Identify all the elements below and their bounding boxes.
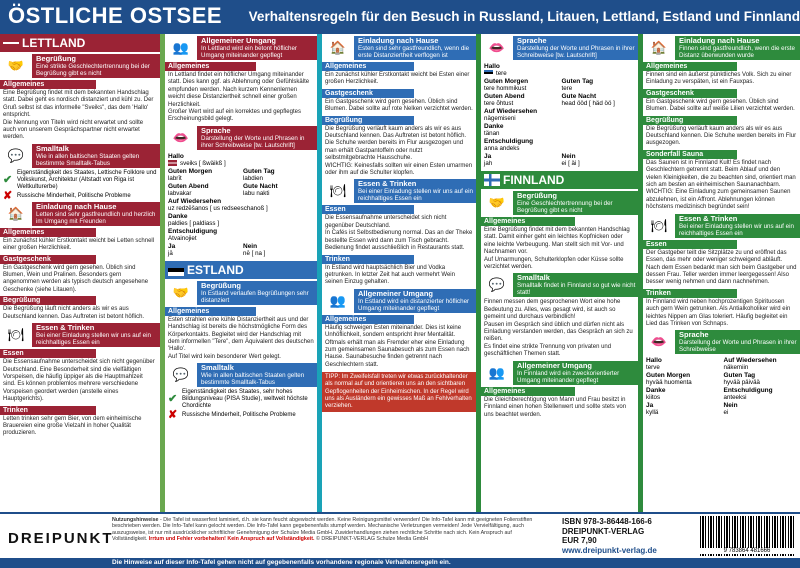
text: Es findet eine strikte Trennung von privaten und geschäftlichen Themen statt. bbox=[484, 343, 612, 358]
column-finnland-2 bbox=[643, 34, 800, 512]
text: Die Begrüßung läuft nicht anders als wir es aus Deutschland kennen. Das Auftreten ist betont höflich. bbox=[3, 306, 145, 320]
phrase: Guten Morgen hyvää huomenta bbox=[646, 372, 692, 387]
column-lettland-2 bbox=[165, 34, 317, 512]
phrase: Auf Wiedersehen nägemiseni bbox=[484, 108, 538, 122]
phrase: Nein ei bbox=[723, 402, 738, 417]
usage-notes: Nutzungshinweise - Die Tafel ist wasserfest laminiert, d.h. sie kann feucht abgewischt werden. Keine Reinigungsmittel verwenden! Die Info-Tafel kann mit geeigneten Folienstiften beschrieben werden. Die Info-Tafel kann gelocht werden. Die Info-Tafel kann gegebenenfalls stumpf werden. Mechanische Verletzungen vermeiden! Jede Vervielfältigung, auch auszugsweise, ist nur mit ausdrücklicher schriftlicher Genehmigung der Schulze Media GmbH. Zuwiderhandlungen ziehen rechtliche Schritte nach sich. Kein Anspruch auf Vollständigkeit. Irrtum und Fehler vorbehalten! Kein Anspruch auf Vollständigkeit. © DREIPUNKT-VERLAG Schulze Media GmbH bbox=[112, 517, 533, 543]
subheading: Allgemeines bbox=[322, 315, 414, 324]
text: Die Begrüßung verläuft kaum anders als wir es aus Deutschland kennen. Die Schuhe werden bereits im Flur ausgezogen. bbox=[646, 125, 797, 147]
phrase: Danke tänan bbox=[484, 123, 504, 137]
phrase: Danke kiitos bbox=[646, 387, 666, 402]
section-einladung: 🏠 Einladung nach Hause Esten sind sehr gastfreundlich, wenn die erste Distanziertheit verflogen ist bbox=[322, 36, 476, 60]
people-icon: 👥 bbox=[322, 289, 354, 313]
header bbox=[0, 0, 800, 32]
text: Das Saunen ist in Finnland Kult! Es findet nach Geschlechtern getrennt statt. Beim Ablauf und den vielen Kleinigkeiten, die zu beachten sind, orientiert man sich am besten an einheimischen Saunanachbarn. bbox=[646, 159, 796, 189]
section-umgang: 👥 Allgemeiner Umgang In Estland wird ein distanzierter höflicher Umgang miteinander gepflegt bbox=[322, 289, 476, 313]
text: Ein Gastgeschenk wird gern gesehen. Üblich sind Blumen. Dabei sollte auf rote Nelken verzichtet werden. bbox=[325, 98, 473, 113]
subheading: Allgemeines bbox=[0, 228, 96, 237]
lips-icon: 👄 bbox=[165, 126, 197, 150]
text: Auf Umarmungen, Schulterklopfen oder Küsse sollte verzichtet werden. bbox=[484, 256, 624, 271]
country-header-finnland: FINNLAND bbox=[481, 171, 638, 189]
subheading: Begrüßung bbox=[643, 116, 737, 125]
handshake-icon: 🤝 bbox=[0, 54, 32, 78]
phrase: Hallo tere bbox=[484, 63, 507, 77]
latvia-flag-icon bbox=[3, 37, 19, 49]
speech-bubble-icon: 💬 bbox=[0, 144, 32, 168]
phrase: Entschuldigung anna andeks bbox=[484, 138, 534, 152]
subheading: Allgemeines bbox=[481, 387, 575, 396]
phrase: Entschuldigung Atvainojiet bbox=[168, 227, 218, 242]
text: In Lettland findet ein höflicher Umgang miteinander statt. Dies kann ggf. als Ablehnung oder Gefühlskälte empfunden werden. Nach kurzem Kennenlernen weicht diese Distanziertheit schnell einer großen Herzlichkeit. bbox=[168, 72, 310, 108]
finland-flag-icon bbox=[484, 174, 500, 186]
text: Letten trinken sehr gern Bier, von dem einheimische Brauereien eine große Vielzahl in hoher Qualität produzieren. bbox=[3, 415, 142, 437]
smalltalk-no: ✘ Russische Minderheit, Politische Probleme bbox=[168, 409, 296, 422]
section-sprache: 👄 Sprache Darstellung der Worte und Phrasen in ihrer Schreibweise bbox=[643, 330, 800, 354]
text: In Finnland wird neben hochprozentigen Spirituosen auch gern Wein getrunken. Als Antialkoholiker wird ein leichtes Nippen am Glas toleriert. Häufig begleitet ein Lied das Trinken von Schnaps. bbox=[646, 298, 791, 327]
subheading: Begrüßung bbox=[0, 296, 96, 305]
text: Auf Titel wird kein besonderer Wert gelegt. bbox=[168, 353, 281, 360]
phrase: Guten Abend tere õhtust bbox=[484, 93, 525, 107]
estonia-flag-icon bbox=[168, 264, 184, 276]
phrase-list bbox=[643, 356, 800, 417]
people-icon: 👥 bbox=[481, 361, 513, 385]
subheading: Trinken bbox=[322, 255, 414, 264]
disclaimer-bar: Die Hinweise auf dieser Info-Tafel gehen nicht auf gegebenenfalls vorhandene regionale Verhaltensregeln ein. bbox=[0, 558, 800, 568]
text: Finnen messen dem gesprochenen Wort eine hohe Bedeutung zu. Alles, was gesagt wird, ist auch so gemeint und durchaus verbindlich! bbox=[484, 299, 621, 321]
text: Die Gleichberechtigung von Mann und Frau besitzt in Finnland einen hohen Stellenwert und sollte stets von uns beachtet werden. bbox=[484, 396, 627, 418]
plate-icon: 🍽 bbox=[0, 323, 32, 347]
subheading: Trinken bbox=[643, 289, 737, 298]
phrase: Guten Tag hyvää päivää bbox=[723, 372, 760, 387]
text: Oftmals erhält man als Fremder eher eine Einladung zum gemeinsamen Saunabesuch als zum Essen nach Hause. Saunabesuche finden getrennt nach Geschlechtern statt. bbox=[325, 339, 470, 368]
phrase: Nein nē [ na ] bbox=[243, 242, 266, 257]
column-lettland bbox=[0, 34, 160, 512]
column-estland bbox=[322, 34, 476, 512]
phrase: Hallo sveiks [ ßwäikß ] bbox=[168, 152, 226, 167]
subheading: Gastgeschenk bbox=[643, 89, 737, 98]
text: Ein zunächst kühler Erstkontakt weicht bei Letten schnell einer großen Herzlichkeit. bbox=[3, 237, 155, 252]
phrase: Guten Morgen tere hommikust bbox=[484, 78, 529, 92]
isbn-block: ISBN 978-3-86448-166-6 DREIPUNKT-VERLAG EUR 7,90 www.dreipunkt-verlag.de bbox=[562, 517, 657, 555]
subheading: Allgemeines bbox=[165, 62, 256, 71]
section-umgang: 👥 Allgemeiner Umgang In Lettland wird ein betont höflicher Umgang miteinander gepflegt bbox=[165, 36, 317, 60]
phrase-list bbox=[165, 152, 317, 258]
text: Die Schuhe werden bereits im Flur ausgezogen und man erhält Gastpantoffeln oder nutzt selbstmitgebrachte Hausschuhe. bbox=[325, 140, 464, 162]
text: In Cafés ist Selbstbedienung normal. Das an der Theke bestellte Essen wird dann zum Tisch gebracht. Bedienung findet ausschließlich in Restaurants statt. bbox=[325, 230, 473, 252]
phrase-list bbox=[481, 62, 638, 168]
section-sprache: 👄 Sprache Darstellung der Worte und Phrasen in ihrer Schreibweise [tw. Lautschrift] bbox=[165, 126, 317, 150]
section-smalltalk: 💬 Smalltalk Wie in allen baltischen Staaten gelten bestimmte Smalltalk-Tabus bbox=[0, 144, 160, 168]
plate-icon: 🍽 bbox=[322, 179, 354, 203]
subheading: Allgemeines bbox=[481, 217, 575, 226]
phrase: Auf Wiedersehen uz redzēšanos [ us redseeschanoß ] bbox=[168, 197, 268, 212]
phrase: Gute Nacht head ööd [ häd öö ] bbox=[561, 93, 615, 107]
text: Die Begrüßung verläuft kaum anders als wir es aus Deutschland kennen. Das Auftreten ist betont höflich. bbox=[325, 125, 467, 140]
subheading: Sonderfall Sauna bbox=[643, 150, 737, 159]
subheading: Gastgeschenk bbox=[0, 255, 96, 264]
phrase: Hallo terve bbox=[646, 357, 662, 372]
house-icon: 🏠 bbox=[322, 36, 354, 60]
phrase: Entschuldigung anteeksi bbox=[723, 387, 773, 402]
footer bbox=[0, 512, 800, 566]
subheading: Essen bbox=[0, 349, 96, 358]
text: Ein zunächst kühler Erstkontakt weicht bei Esten einer großen Herzlichkeit. bbox=[325, 72, 470, 86]
house-icon: 🏠 bbox=[643, 36, 675, 60]
text: Ein Gastgeschenk wird gern gesehen. Üblich sind Blumen, Wein und Pralinen. Besonders gern angenommen werden als typisch deutsch angesehene Geschenke (siehe Litauen). bbox=[3, 264, 149, 293]
phrase: Ja jā bbox=[168, 242, 176, 257]
text: Pausen im Gespräch sind üblich und dürfen nicht als Einladung verstanden werden, das Gespräch an sich zu reißen. bbox=[484, 321, 633, 343]
section-fin-umgang: 👥 Allgemeiner Umgang In Finnland wird ein zweckorientierter Umgang miteinander gepflegt bbox=[481, 361, 638, 385]
page-subtitle: Verhaltensregeln für den Besuch in Russland, Litauen, Lettland, Estland und Finnland bbox=[248, 8, 800, 24]
section-sprache: 👄 Sprache Darstellung der Worte und Phrasen in ihrer Schreibweise [tw. Lautschrift] bbox=[481, 36, 638, 60]
phrase: Guten Tag tere bbox=[561, 78, 594, 92]
phrase: Ja jah bbox=[484, 153, 493, 167]
lips-icon: 👄 bbox=[481, 36, 513, 60]
phrase: Guten Tag labdien bbox=[243, 167, 275, 182]
dreipunkt-logo: DREIPUNKT bbox=[8, 530, 114, 547]
speech-bubble-icon: 💬 bbox=[165, 363, 197, 387]
subheading: Trinken bbox=[0, 406, 96, 415]
section-essen: 🍽 Essen & Trinken Bei einer Einladung stellen wir uns auf ein reichhaltiges Essen ein bbox=[643, 214, 800, 238]
subheading: Essen bbox=[643, 240, 737, 249]
section-est-begruessung: 🤝 Begrüßung In Estland verlaufen Begrüßungen sehr distanziert bbox=[165, 281, 317, 305]
lips-icon: 👄 bbox=[643, 330, 675, 354]
text: Die Essensaufnahme unterscheidet sich nicht gegenüber Deutschland. bbox=[325, 215, 447, 229]
cross-icon: ✘ bbox=[3, 189, 13, 202]
text: Finnen sind ein äußerst pünktliches Volk. Sich zu einer Einladung zu verspäten, ist ein Fauxpas. bbox=[646, 72, 792, 86]
handshake-icon: 🤝 bbox=[481, 191, 513, 215]
plate-icon: 🍽 bbox=[643, 214, 675, 238]
checkmark-icon: ✔ bbox=[168, 393, 178, 406]
text: Eine Begrüßung findet mit dem bekannten Handschlag statt. Damit einher geht ein leichtes Kopfnicken oder eine leichte Verbeugung. Man stellt sich mit Vor- und Nachnamen vor. bbox=[484, 227, 630, 256]
subheading: Allgemeines bbox=[165, 307, 256, 316]
smalltalk-yes: ✔ Eigenständigkeit des Staates, sehr hohes Bildungsniveau (PISA Studie), weltweit höchste Chordichte bbox=[168, 389, 308, 410]
subheading: Allgemeines bbox=[0, 80, 96, 89]
section-fin-begruessung: 🤝 Begrüßung Eine Geschlechtertrennung bei der Begrüßung gibt es nicht bbox=[481, 191, 638, 215]
text: In Estland wird hauptsächlich Bier und Vodka getrunken. In letzter Zeit hat auch vermehrt Wein seinen Einzug gehalten. bbox=[325, 264, 455, 286]
text: Großer Wert wird auf ein korrektes und gepflegtes Erscheinungsbild gelegt. bbox=[168, 109, 301, 123]
subheading: Essen bbox=[322, 205, 414, 214]
page-title: ÖSTLICHE OSTSEE bbox=[8, 3, 223, 28]
section-essen: 🍽 Essen & Trinken Bei einer Einladung stellen wir uns auf ein reichhaltiges Essen ein bbox=[322, 179, 476, 203]
section-fin-smalltalk: 💬 Smalltalk Smalltalk findet in Finnland so gut wie nicht statt! bbox=[481, 273, 638, 297]
house-icon: 🏠 bbox=[0, 202, 32, 226]
text: Die Nennung von Titeln wird nicht erwartet und sollte auch von unserem Gesprächspartner nicht erwartet werden. bbox=[3, 119, 144, 141]
text: Der Gastgeber teilt die Sitzplätze zu und eröffnet das Essen, das mehr oder weniger schweigend abläuft. Nach dem Essen bedankt man sich beim Gastgeber und dessen Frau. Teller werden immer leergegessen! Also besser wenig nehmen und dann nachnehmen. bbox=[646, 249, 797, 286]
text: WICHTIG: Keinesfalls sollten wir einen Esten umarmen oder ihm auf die Schulter klopfen. bbox=[325, 162, 473, 177]
country-header-lettland: LETTLAND bbox=[0, 34, 160, 52]
section-einladung: 🏠 Einladung nach Hause Letten sind sehr gastfreundlich und herzlich im Umgang mit Freunden bbox=[0, 202, 160, 226]
phrase: Nein ei [ äi ] bbox=[561, 153, 580, 167]
handshake-icon: 🤝 bbox=[165, 281, 197, 305]
phrase: Auf Wiedersehen näkemiin bbox=[723, 357, 777, 372]
smalltalk-yes: ✔ Eigenständigkeit des Staates, Lettische Folklore und Volkskunst, Architektur (Altstadt von Riga ist Weltkulturerbe) bbox=[3, 169, 157, 190]
smalltalk-no: ✘ Russische Minderheit, Politische Probleme bbox=[3, 189, 131, 202]
phrase: Danke paldies [ paldiass ] bbox=[168, 212, 219, 227]
phrase: Guten Abend labvakar bbox=[168, 182, 209, 197]
column-finnland bbox=[481, 34, 638, 512]
cross-icon: ✘ bbox=[168, 409, 178, 422]
section-essen: 🍽 Essen & Trinken Bei einer Einladung stellen wir uns auf ein reichhaltiges Essen ein bbox=[0, 323, 160, 347]
text: Häufig schweigen Esten miteinander. Dies ist keine Unhöflichkeit, sondern entspricht ihrer Mentalität. bbox=[325, 324, 462, 339]
text: WICHTIG: Eine Einladung zum gemeinsamen Saunen abzulehnen, ist ein Affront. Ablehnungen können höchstens medizinisch begründet sein! bbox=[646, 189, 791, 211]
phrase: Ja kyllä bbox=[646, 402, 659, 417]
people-icon: 👥 bbox=[165, 36, 197, 60]
text: Ein Gastgeschenk wird gern gesehen. Üblich sind Blumen. Dabei sollte auf weiße Lilien verzichtet werden. bbox=[646, 98, 795, 113]
tipp-box: TIPP: Im Zweifelsfall treten wir etwas zurückhaltender als normal auf und orientieren uns an den sichtbaren Gepflogenheiten der Einheimischen. In der Regel wird uns als Ausländern ein gewisses Maß an Fehlverhalten verziehen. bbox=[322, 372, 476, 412]
text: Eine Begrüßung findet mit dem bekannten Handschlag statt. Dabei geht es nordisch distanziert und kühl zu. Der Gruß selbst ist das informelle "Sveiks", das dem 'Hallo' entspricht. bbox=[3, 90, 154, 119]
subheading: Gastgeschenk bbox=[322, 89, 414, 98]
text: Esten strahlen eine kühle Distanziertheit aus und der Handschlag ist bereits die höchstmögliche Form des Körperkontakts. Begleitet wird der Handschlag mit dem informellen "Tere", dem Äquivalent des deutschen 'Hallo'. bbox=[168, 316, 314, 353]
phrase: Guten Morgen labrīt bbox=[168, 167, 213, 182]
subheading: Allgemeines bbox=[322, 62, 414, 71]
text: Die Essensaufnahme unterscheidet sich nicht gegenüber Deutschland. Eine Besonderheit sind die vielfältigen Vorspeisen, die häufig üppiger als die Hauptmahlzeit sind. Es können problemlos mehrere verschiedene Vorspeisen geordert werden (anstelle eines Hauptgerichts). bbox=[3, 359, 155, 403]
speech-bubble-icon: 💬 bbox=[481, 273, 513, 297]
subheading: Allgemeines bbox=[643, 62, 737, 71]
section-est-smalltalk: 💬 Smalltalk Wie in allen baltischen Staaten gelten bestimmte Smalltalk-Tabus bbox=[165, 363, 317, 387]
barcode-number: 9 783864 481666 bbox=[700, 548, 794, 554]
section-einladung: 🏠 Einladung nach Hause Finnen sind gastfreundlich, wenn die erste Distanz überwunden wurde bbox=[643, 36, 800, 60]
checkmark-icon: ✔ bbox=[3, 173, 13, 186]
subheading: Begrüßung bbox=[322, 116, 414, 125]
phrase: Gute Nacht labu nakti bbox=[243, 182, 278, 197]
section-begruessung: 🤝 Begrüßung Eine strikte Geschlechtertrennung bei der Begrüßung gibt es nicht bbox=[0, 54, 160, 78]
country-header-estland: ESTLAND bbox=[165, 261, 317, 279]
